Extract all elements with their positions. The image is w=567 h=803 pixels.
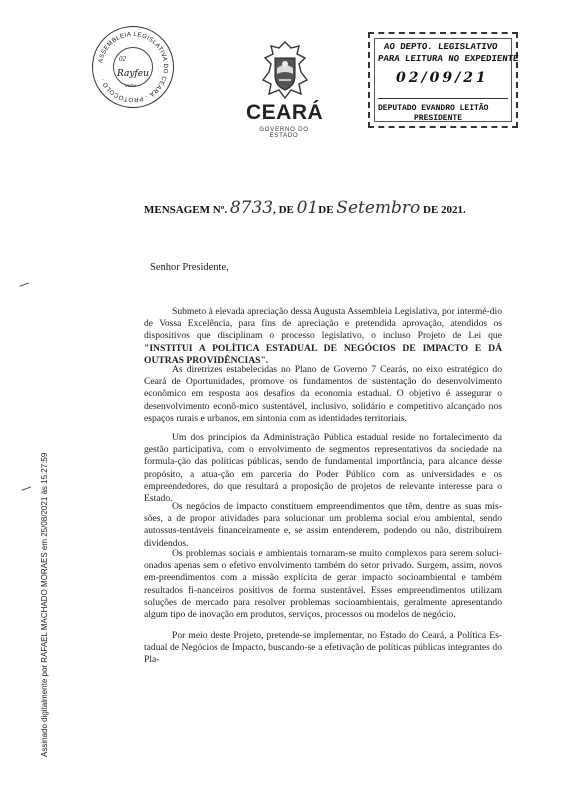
protocol-stamp-inner — [113, 47, 153, 87]
paragraph-4: Os negócios de impacto constituem empreendimentos que têm, dentre as suas mis-sões, a de propor atividades para solucionar um problema social e/ou ambiental, sendo autossus-tentáveis financeiramente e, se assim entenderem, podendo ou não, distribuírem dividendos. — [144, 501, 502, 549]
deputy-stamp-date: 02/09/21 — [396, 70, 489, 86]
brand-subtitle: GOVERNO DO ESTADO — [259, 127, 309, 139]
greeting: Senhor Presidente, — [150, 262, 229, 273]
protocol-stamp-signature: Rayfeu — [117, 69, 149, 79]
protocol-stamp-date: 02 — [119, 55, 126, 63]
message-de-1: , DE — [273, 204, 294, 216]
deputy-stamp-rule — [378, 98, 508, 99]
message-month: Setembro — [336, 198, 421, 218]
margin-mark — [19, 282, 30, 290]
paragraph-3: Um dos princípios da Administração Pública estadual reside no fortalecimento da gestão participativa, com o envolvimento de segmentos representativos da sociedade na formula-ção das políticas públicas, sendo de fundamental importância, para alcance desse propósito, a atua-ção em parceria do Poder Público com as universidades e os empreendedores, do que resultará a proposição de projetos de relevante interesse para o Estado. — [144, 432, 502, 505]
message-header — [144, 198, 466, 218]
deputy-stamp-line2: PARA LEITURA NO EXPEDIENTE — [377, 54, 519, 64]
coat-of-arms-icon — [255, 40, 315, 102]
deputy-stamp — [368, 32, 518, 128]
protocol-stamp-ring-text: ASSEMBLEIA LEGISLATIVA DO CEARÁ · PROTOCOLO · — [96, 30, 169, 103]
message-de-2: DE — [318, 204, 334, 216]
message-number: 8733 — [229, 198, 274, 218]
message-year: DE 2021. — [423, 204, 466, 216]
margin-mark — [21, 486, 32, 494]
paragraph-1 — [144, 306, 502, 367]
paragraph-6: Por meio deste Projeto, pretende-se implementar, no Estado do Ceará, a Política Es-tadual de Negócios de Impacto, buscando-se a efetivação de políticas públicas integrantes do Pla- — [144, 630, 502, 666]
deputy-stamp-line4: PRESIDENTE — [414, 114, 463, 123]
protocol-stamp — [92, 26, 174, 108]
protocol-stamp-small-text: Visão — [125, 83, 137, 88]
paragraph-5: Os problemas sociais e ambientais tornaram-se muito complexos para serem soluci-onados apenas sem o efetivo envolvimento também do setor privado. Surgem, assim, novos em-preendimentos com a missão explícita de gerar impacto socioambiental e também resultados fi-nanceiros positivos de forma sustentável. Esses empreendimentos utilizam soluções de mercado para resolver problemas socioambientais, geralmente apresentando algum tipo de inovação em produtos, serviços, processos ou modelos de negócio. — [144, 548, 502, 621]
paragraph-2: As diretrizes estabelecidas no Plano de Governo 7 Cearás, no eixo estratégico do Ceará de Oportunidades, promove os fundamentos de sustentação do desenvolvimento econômico em resposta aos desafios da economia estadual. O objetivo é assegurar o desenvolvimento econô-mico sustentável, inclusivo, solidário e competitivo alcançado nos espaços rurais e urbanos, em sintonia com as identidades territoriais. — [144, 364, 502, 424]
deputy-stamp-line1: AO DEPTO. LEGISLATIVO — [383, 42, 498, 52]
digital-signature-note: Assinado digitalmente por RAFAEL MACHADO MORAES em 25/08/2021 às 15:27:59 — [40, 452, 49, 757]
paragraph-1-bold: "INSTITUI A POLÍTICA ESTADUAL DE NEGÓCIOS DE IMPACTO E DÁ OUTRAS PROVIDÊNCIAS". — [144, 342, 502, 366]
deputy-stamp-line3: DEPUTADO EVANDRO LEITÃO — [378, 104, 489, 113]
message-day: 01 — [296, 198, 319, 218]
paragraph-1-text: Submeto à elevada apreciação dessa Augusta Assembleia Legislativa, por intermé-dio de Vossa Excelência, para fins de apreciação e pretendida aprovação, atendidos os dispositivos que disciplinam o processo legislativo, o incluso Projeto de Lei que — [144, 306, 502, 342]
brand-name: CEARÁ — [246, 101, 324, 124]
message-prefix: MENSAGEM Nº. — [144, 204, 228, 216]
